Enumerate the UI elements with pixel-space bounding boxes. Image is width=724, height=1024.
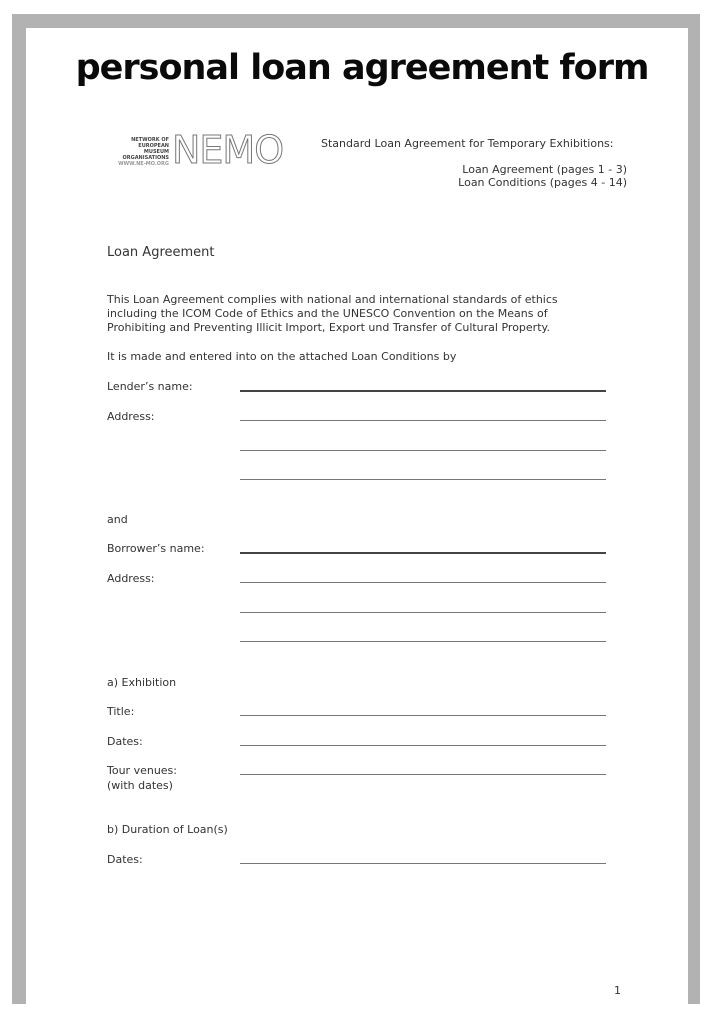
exhibition-title-label: Title: bbox=[107, 705, 135, 718]
logo-line: NETWORK OF bbox=[131, 137, 169, 143]
exhibition-dates-label: Dates: bbox=[107, 735, 143, 748]
logo-line: ORGANISATIONS bbox=[122, 155, 169, 161]
page-title: personal loan agreement form bbox=[75, 48, 649, 88]
lender-name-label: Lender’s name: bbox=[107, 380, 193, 393]
duration-heading: b) Duration of Loan(s) bbox=[107, 823, 228, 836]
lender-address-field-3[interactable] bbox=[240, 479, 606, 480]
lender-address-field-1[interactable] bbox=[240, 420, 606, 421]
tour-venues-label: Tour venues: bbox=[107, 764, 177, 777]
header-line-2: Loan Conditions (pages 4 - 14) bbox=[458, 176, 627, 189]
borrower-address-field-3[interactable] bbox=[240, 641, 606, 642]
header-main: Standard Loan Agreement for Temporary Exhibitions: bbox=[321, 137, 614, 150]
exhibition-title-field[interactable] bbox=[240, 715, 606, 716]
duration-dates-label: Dates: bbox=[107, 853, 143, 866]
intro-paragraph: This Loan Agreement complies with national and international standards of ethics including the ICOM Code of Ethics and the UNESCO Convention on the Means of Prohibiting and Preventing Illicit Import, Export und Transfer of Cultural Property. bbox=[107, 293, 558, 334]
nemo-logo-text bbox=[105, 137, 169, 167]
lender-address-label: Address: bbox=[107, 410, 155, 423]
lender-name-field[interactable] bbox=[240, 390, 606, 392]
tour-venues-field[interactable] bbox=[240, 774, 606, 775]
and-label: and bbox=[107, 513, 128, 526]
header-line-1: Loan Agreement (pages 1 - 3) bbox=[462, 163, 627, 176]
tour-venues-sublabel: (with dates) bbox=[107, 779, 173, 792]
duration-dates-field[interactable] bbox=[240, 863, 606, 864]
logo-line: EUROPEAN bbox=[138, 143, 169, 149]
made-by-text: It is made and entered into on the attached Loan Conditions by bbox=[107, 350, 457, 363]
borrower-address-field-1[interactable] bbox=[240, 582, 606, 583]
exhibition-dates-field[interactable] bbox=[240, 745, 606, 746]
borrower-address-field-2[interactable] bbox=[240, 612, 606, 613]
borrower-name-label: Borrower’s name: bbox=[107, 542, 205, 555]
borrower-address-label: Address: bbox=[107, 572, 155, 585]
section-title: Loan Agreement bbox=[107, 245, 215, 260]
logo-url: WWW.NE-MO.ORG bbox=[118, 161, 169, 167]
borrower-name-field[interactable] bbox=[240, 552, 606, 554]
nemo-logo-wordmark: NEMO bbox=[172, 128, 284, 172]
logo-line: MUSEUM bbox=[143, 149, 169, 155]
lender-address-field-2[interactable] bbox=[240, 450, 606, 451]
page-number: 1 bbox=[614, 984, 621, 997]
exhibition-heading: a) Exhibition bbox=[107, 676, 177, 689]
